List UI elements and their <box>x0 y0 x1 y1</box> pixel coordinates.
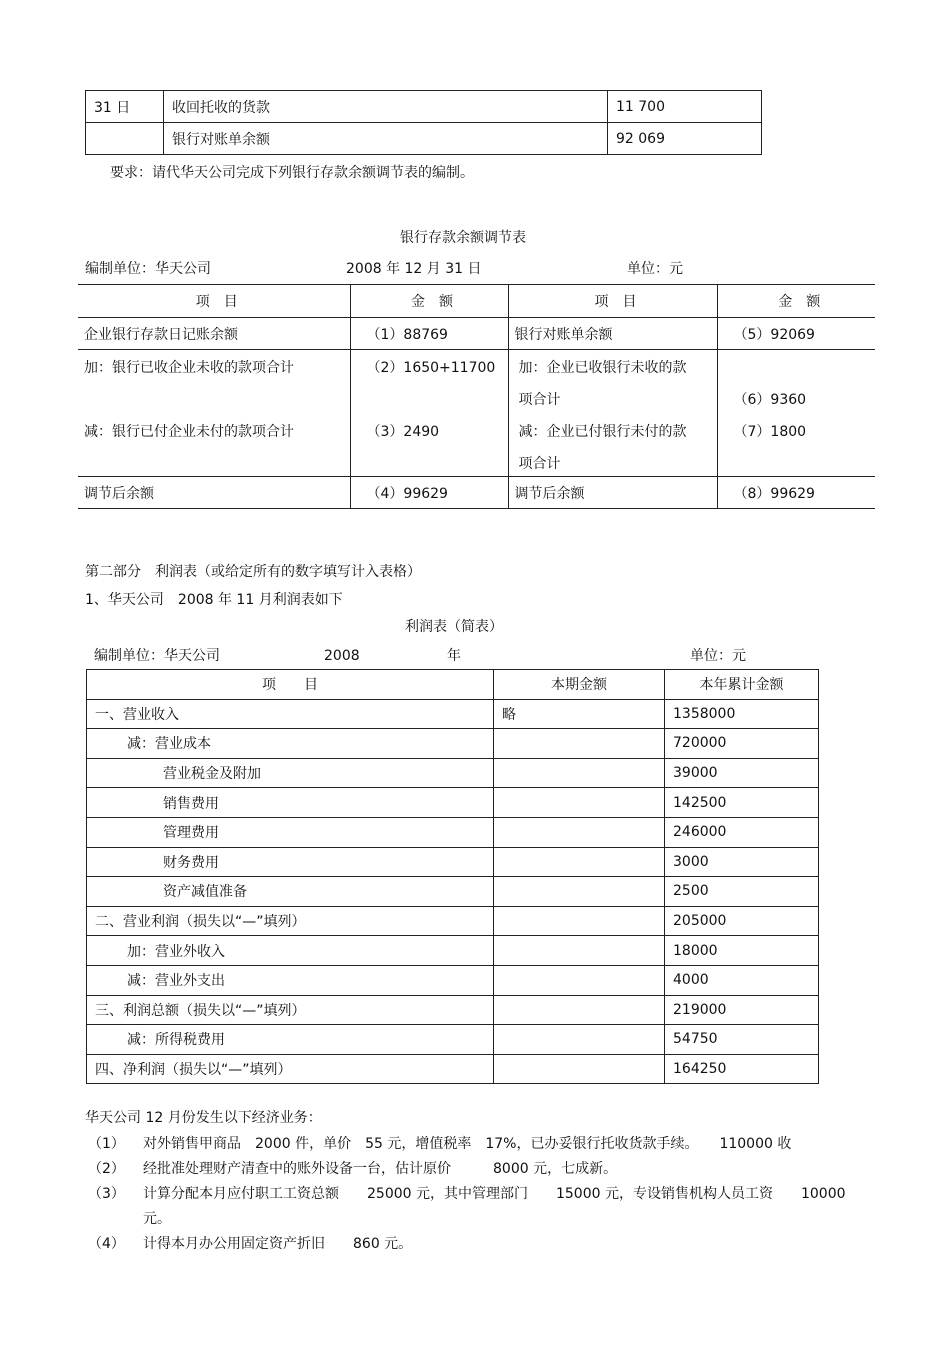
recon-date: 2008 年 12 月 31 日 <box>346 261 482 277</box>
business-num: （4） <box>88 1236 125 1252</box>
item-cell: 减：营业成本 <box>87 729 494 759</box>
header-item: 项 目 <box>508 285 717 318</box>
table-row <box>87 817 819 847</box>
table-row <box>87 995 819 1025</box>
amount-cell: （5）92069 <box>717 318 875 350</box>
requirement-text: 要求：请代华天公司完成下列银行存款余额调节表的编制。 <box>110 165 474 181</box>
amount-cell: （8）99629 <box>717 477 875 509</box>
current-amount-cell <box>494 906 665 936</box>
adjust-cell <box>78 350 350 477</box>
adjust-cell <box>508 350 717 477</box>
income-title: 利润表（简表） <box>405 619 503 635</box>
date-cell: 31 日 <box>86 91 164 123</box>
amount-cell: 92 069 <box>608 123 762 155</box>
table-row <box>87 965 819 995</box>
header-row <box>78 285 875 318</box>
income-year: 2008 <box>324 648 360 664</box>
item-cell: 销售费用 <box>87 788 494 818</box>
item-cell: 减：营业外支出 <box>87 965 494 995</box>
table-row <box>87 906 819 936</box>
left-add-label: 加：银行已收企业未收的款项合计 <box>84 360 294 376</box>
ytd-amount-cell: 2500 <box>665 877 819 907</box>
table-row <box>86 123 762 155</box>
right-sub-label: 减：企业已付银行未付的款 <box>518 424 687 440</box>
income-year-char: 年 <box>447 648 461 664</box>
item-cell: 加：营业外收入 <box>87 936 494 966</box>
item-cell: 减：所得税费用 <box>87 1025 494 1055</box>
right-add-label-cont: 项合计 <box>518 392 561 408</box>
current-amount-cell <box>494 788 665 818</box>
item-cell: 营业税金及附加 <box>87 758 494 788</box>
ytd-amount-cell: 142500 <box>665 788 819 818</box>
ytd-amount-cell: 4000 <box>665 965 819 995</box>
business-text: 计得本月办公用固定资产折旧 860 元。 <box>143 1236 413 1252</box>
table-row <box>86 91 762 123</box>
ytd-amount-cell: 720000 <box>665 729 819 759</box>
income-unit: 编制单位：华天公司 <box>94 648 220 664</box>
item-cell: 三、利润总额（损失以“—”填列） <box>87 995 494 1025</box>
header-row <box>87 670 819 700</box>
right-add-amount: （6）9360 <box>733 392 807 408</box>
current-amount-cell <box>494 877 665 907</box>
current-amount-cell <box>494 758 665 788</box>
adjust-amount-cell <box>350 350 508 477</box>
header-ytd: 本年累计金额 <box>665 670 819 700</box>
ytd-amount-cell: 205000 <box>665 906 819 936</box>
header-amount: 金 额 <box>717 285 875 318</box>
table-row <box>78 477 875 509</box>
left-sub-label: 减：银行已付企业未付的款项合计 <box>84 424 294 440</box>
table-row <box>87 758 819 788</box>
ytd-amount-cell: 18000 <box>665 936 819 966</box>
business-num: （3） <box>88 1186 125 1202</box>
recon-unit: 编制单位：华天公司 <box>85 261 211 277</box>
item-cell: 一、营业收入 <box>87 699 494 729</box>
adjust-amount-cell <box>717 350 875 477</box>
date-cell <box>86 123 164 155</box>
header-amount: 金 额 <box>350 285 508 318</box>
header-item: 项 目 <box>78 285 350 318</box>
business-intro: 华天公司 12 月份发生以下经济业务： <box>85 1110 322 1126</box>
left-add-amount: （2）1650+11700 <box>366 360 496 376</box>
current-amount-cell: 略 <box>494 699 665 729</box>
table-row <box>87 729 819 759</box>
current-amount-cell <box>494 729 665 759</box>
part2-heading: 第二部分 利润表（或给定所有的数字填写计入表格） <box>85 564 421 580</box>
item-cell: 四、净利润（损失以“—”填列） <box>87 1054 494 1084</box>
income-currency: 单位：元 <box>690 648 746 664</box>
item-cell: 调节后余额 <box>508 477 717 509</box>
table-row <box>87 1054 819 1084</box>
table-row <box>87 788 819 818</box>
amount-cell: （1）88769 <box>350 318 508 350</box>
table-row <box>87 936 819 966</box>
item-cell: 收回托收的货款 <box>164 91 608 123</box>
business-text: 对外销售甲商品 2000 件，单价 55 元，增值税率 17%，已办妥银行托收货款手续。 110000 收 <box>143 1136 792 1152</box>
item-cell: 二、营业利润（损失以“—”填列） <box>87 906 494 936</box>
ytd-amount-cell: 1358000 <box>665 699 819 729</box>
bank-statement-table <box>85 90 762 155</box>
business-text: 计算分配本月应付职工工资总额 25000 元，其中管理部门 15000 元，专设销售机构人员工资 10000 <box>143 1186 846 1202</box>
current-amount-cell <box>494 936 665 966</box>
current-amount-cell <box>494 817 665 847</box>
income-statement-table <box>86 669 819 1084</box>
current-amount-cell <box>494 1054 665 1084</box>
amount-cell: （4）99629 <box>350 477 508 509</box>
business-num: （2） <box>88 1161 125 1177</box>
item-cell: 财务费用 <box>87 847 494 877</box>
left-sub-amount: （3）2490 <box>366 424 440 440</box>
ytd-amount-cell: 219000 <box>665 995 819 1025</box>
part2-subheading: 1、华天公司 2008 年 11 月利润表如下 <box>85 592 343 608</box>
item-cell: 管理费用 <box>87 817 494 847</box>
table-row <box>87 877 819 907</box>
ytd-amount-cell: 246000 <box>665 817 819 847</box>
business-num: （1） <box>88 1136 125 1152</box>
current-amount-cell <box>494 995 665 1025</box>
bank-reconciliation-table <box>78 284 875 509</box>
table-row <box>87 1025 819 1055</box>
current-amount-cell <box>494 1025 665 1055</box>
recon-title: 银行存款余额调节表 <box>400 230 526 246</box>
header-current: 本期金额 <box>494 670 665 700</box>
recon-currency: 单位：元 <box>627 261 683 277</box>
ytd-amount-cell: 39000 <box>665 758 819 788</box>
amount-cell: 11 700 <box>608 91 762 123</box>
right-sub-label-cont: 项合计 <box>518 456 561 472</box>
item-cell: 调节后余额 <box>78 477 350 509</box>
table-row <box>78 318 875 350</box>
table-row <box>78 350 875 477</box>
business-text-cont: 元。 <box>143 1211 171 1227</box>
business-text: 经批准处理财产清查中的账外设备一台，估计原价 8000 元，七成新。 <box>143 1161 618 1177</box>
item-cell: 资产减值准备 <box>87 877 494 907</box>
item-cell: 银行对账单余额 <box>508 318 717 350</box>
ytd-amount-cell: 54750 <box>665 1025 819 1055</box>
table-row <box>87 847 819 877</box>
ytd-amount-cell: 164250 <box>665 1054 819 1084</box>
header-item: 项 目 <box>87 670 494 700</box>
item-cell: 企业银行存款日记账余额 <box>78 318 350 350</box>
right-add-label: 加：企业已收银行未收的款 <box>518 360 687 376</box>
current-amount-cell <box>494 965 665 995</box>
right-sub-amount: （7）1800 <box>733 424 807 440</box>
current-amount-cell <box>494 847 665 877</box>
table-row <box>87 699 819 729</box>
item-cell: 银行对账单余额 <box>164 123 608 155</box>
ytd-amount-cell: 3000 <box>665 847 819 877</box>
